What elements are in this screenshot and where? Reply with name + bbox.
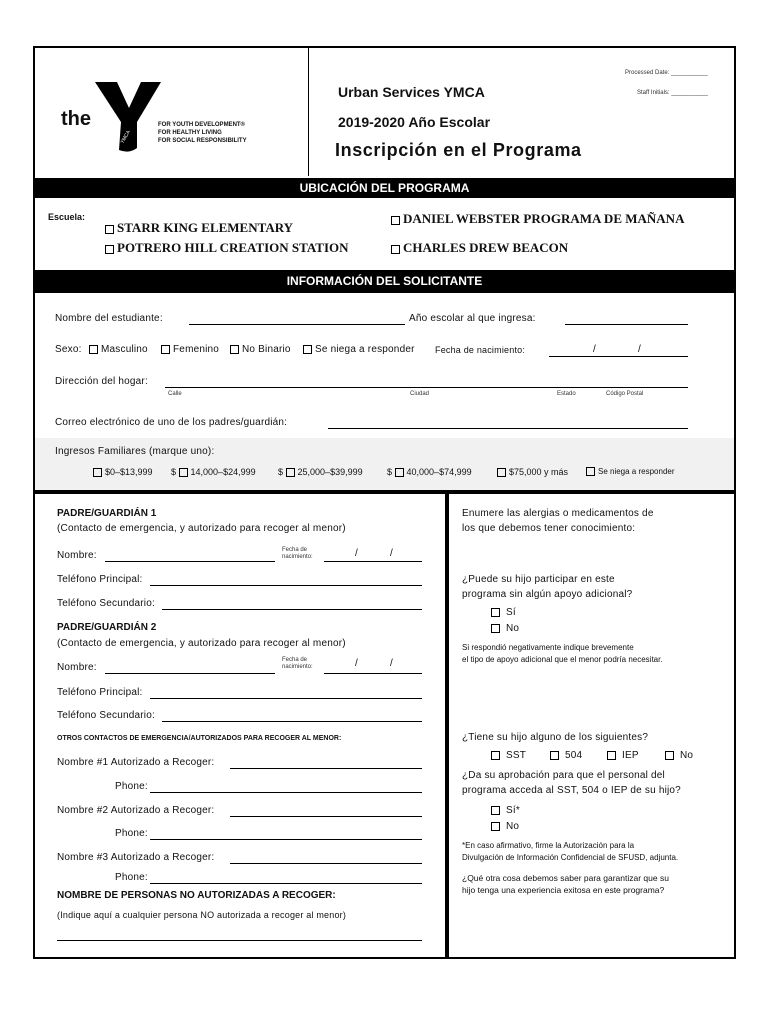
address-sub-state: Estado [557, 391, 576, 397]
guardian1-name-field[interactable] [105, 561, 275, 562]
option-label: No [505, 821, 520, 832]
checkbox[interactable] [391, 216, 400, 225]
student-name-label: Nombre del estudiante: [55, 313, 163, 324]
q-line: ¿Qué otra cosa debemos saber para garantizar que su [462, 873, 669, 883]
column-divider [445, 494, 449, 957]
birth-small: nacimiento: [282, 664, 313, 670]
approval-yes-option[interactable] [491, 805, 520, 816]
guardian2-birth-label [282, 657, 313, 671]
support-no-option[interactable] [491, 623, 519, 634]
income-option-3[interactable] [387, 467, 472, 477]
income-option-label: 14,000–$24,999 [190, 467, 256, 477]
address-sub-city: Ciudad [410, 391, 430, 397]
sex-option-nonbinary[interactable] [230, 344, 291, 355]
guardian1-phone2-label: Teléfono Secundario: [57, 598, 155, 609]
school-option-label: STARR KING ELEMENTARY [117, 220, 294, 235]
has-plan-question: ¿Tiene su hijo alguno de los siguientes? [462, 732, 649, 743]
processed-date: Processed Date: ___________ [625, 70, 708, 76]
sex-option-female[interactable] [161, 344, 219, 355]
sex-option-label: Masculino [101, 344, 148, 355]
income-option-0[interactable] [93, 467, 153, 477]
checkbox[interactable] [105, 245, 114, 254]
guardian1-name-label: Nombre: [57, 550, 97, 561]
pickup3-phone-label: Phone: [115, 872, 148, 883]
option-label: SST [505, 750, 527, 761]
option-label: 504 [564, 750, 583, 761]
option-label: Sí* [505, 805, 520, 816]
income-option-label: $75,000 y más [509, 467, 569, 477]
income-label: Ingresos Familiares (marque uno): [55, 446, 215, 457]
support-note [462, 642, 663, 666]
plan-option-iep[interactable] [607, 750, 639, 761]
escuela-label: Escuela: [48, 212, 86, 222]
checkbox[interactable] [491, 806, 500, 815]
student-name-field[interactable] [189, 324, 405, 325]
approval-no-option[interactable] [491, 821, 519, 832]
pickup2-phone-label: Phone: [115, 828, 148, 839]
section-bar-ubicacion: UBICACIÓN DEL PROGRAMA [35, 178, 734, 198]
income-option-4[interactable] [497, 467, 568, 477]
email-field[interactable] [328, 428, 688, 429]
q-line: programa acceda al SST, 504 o IEP de su hijo? [462, 785, 681, 796]
school-option-starr-king[interactable] [105, 220, 293, 236]
income-option-label: 40,000–$74,999 [406, 467, 472, 477]
pickup3-phone-field[interactable] [150, 883, 422, 884]
pickup3-label: Nombre #3 Autorizado a Recoger: [57, 852, 215, 863]
sex-option-label: Se niega a responder [315, 344, 415, 355]
other-contacts-title: OTROS CONTACTOS DE EMERGENCIA/AUTORIZADOS PARA RECOGER AL MENOR: [57, 735, 342, 742]
section-bar-solicitante: INFORMACIÓN DEL SOLICITANTE [35, 270, 734, 293]
pickup1-field[interactable] [230, 768, 422, 769]
checkbox[interactable] [586, 467, 595, 476]
school-option-charles-drew[interactable] [391, 240, 568, 256]
checkbox[interactable] [550, 751, 559, 760]
school-option-potrero-hill[interactable] [105, 240, 349, 256]
guardian1-birth-label [282, 547, 313, 561]
enrollment-form [33, 46, 736, 959]
sex-option-label: No Binario [242, 344, 291, 355]
form-title: Inscripción en el Programa [335, 140, 582, 160]
birth-small: Fecha de [282, 657, 308, 663]
not-authorized-subtitle: (Indique aquí a cualquier persona NO autorizada a recoger al menor) [57, 910, 347, 920]
email-label: Correo electrónico de uno de los padres/guardián: [55, 417, 288, 428]
note-line: *En caso afirmativo, firme la Autorización para la [462, 841, 635, 850]
staff-initials: Staff Initials: ___________ [637, 90, 708, 96]
income-option-1[interactable] [171, 467, 256, 477]
guardian2-phone2-label: Teléfono Secundario: [57, 710, 155, 721]
address-sub-street: Calle [168, 391, 182, 397]
not-authorized-field[interactable] [57, 940, 422, 941]
lower-divider [35, 490, 734, 494]
pickup2-label: Nombre #2 Autorizado a Recoger: [57, 805, 215, 816]
svg-text:YMCA: YMCA [119, 129, 132, 145]
plan-option-504[interactable] [550, 750, 582, 761]
note-line: el tipo de apoyo adicional que el menor podría necesitar. [462, 655, 663, 664]
guardian2-phone1-label: Teléfono Principal: [57, 687, 143, 698]
dollar-sign: $ [387, 467, 393, 477]
support-question [462, 572, 632, 602]
date-slash: / [593, 344, 596, 355]
sex-option-male[interactable] [89, 344, 148, 355]
q-line: los que debemos tener conocimiento: [462, 523, 636, 534]
guardian2-subtitle: (Contacto de emergencia, y autorizado para recoger al menor) [57, 638, 346, 649]
checkbox[interactable] [161, 345, 170, 354]
ymca-y-icon [93, 78, 163, 156]
birth-small: nacimiento: [282, 554, 313, 560]
guardian1-phone1-field[interactable] [150, 585, 422, 586]
income-option-label: 25,000–$39,999 [297, 467, 363, 477]
date-slash: / [390, 658, 393, 669]
checkbox[interactable] [230, 345, 239, 354]
checkbox[interactable] [303, 345, 312, 354]
checkbox[interactable] [286, 468, 295, 477]
q-line: ¿Puede su hijo participar en este [462, 574, 615, 585]
checkbox[interactable] [179, 468, 188, 477]
logo-tagline [158, 121, 247, 145]
option-label: No [505, 623, 520, 634]
approval-question [462, 768, 681, 798]
plan-option-no[interactable] [665, 750, 693, 761]
pickup1-label: Nombre #1 Autorizado a Recoger: [57, 757, 215, 768]
address-field[interactable] [165, 387, 688, 388]
q-line: programa sin algún apoyo adicional? [462, 589, 633, 600]
pickup1-phone-field[interactable] [150, 792, 422, 793]
pickup2-phone-field[interactable] [150, 839, 422, 840]
option-label: Sí [505, 607, 516, 618]
checkbox[interactable] [491, 608, 500, 617]
date-slash: / [355, 658, 358, 669]
guardian1-phone1-label: Teléfono Principal: [57, 574, 143, 585]
checkbox[interactable] [665, 751, 674, 760]
date-slash: / [390, 548, 393, 559]
guardian1-birth-field[interactable] [324, 561, 422, 562]
guardian2-birth-field[interactable] [324, 673, 422, 674]
logo-line: FOR SOCIAL RESPONSIBILITY [158, 138, 247, 144]
other-info-question [462, 872, 669, 896]
org-name: Urban Services YMCA [338, 84, 485, 100]
note-line: Divulgación de Información Confidencial de SFUSD, adjunta. [462, 853, 679, 862]
address-sub-zip: Código Postal [606, 391, 644, 397]
q-line: Enumere las alergias o medicamentos de [462, 508, 654, 519]
checkbox[interactable] [89, 345, 98, 354]
checkbox[interactable] [607, 751, 616, 760]
pickup3-field[interactable] [230, 863, 422, 864]
school-option-label: CHARLES DREW BEACON [403, 240, 569, 255]
checkbox[interactable] [391, 245, 400, 254]
ymca-logo [55, 78, 295, 158]
support-yes-option[interactable] [491, 607, 516, 618]
guardian1-title: PADRE/GUARDIÁN 1 [57, 508, 157, 519]
guardian2-name-field[interactable] [105, 673, 275, 674]
checkbox[interactable] [105, 225, 114, 234]
guardian1-phone2-field[interactable] [162, 609, 422, 610]
guardian2-phone2-field[interactable] [162, 721, 422, 722]
address-label: Dirección del hogar: [55, 376, 148, 387]
school-year: 2019-2020 Año Escolar [338, 114, 491, 130]
guardian2-phone1-field[interactable] [150, 698, 422, 699]
checkbox[interactable] [491, 822, 500, 831]
sex-option-label: Femenino [173, 344, 220, 355]
birth-small: Fecha de [282, 547, 308, 553]
income-option-5[interactable] [586, 467, 675, 476]
checkbox[interactable] [491, 624, 500, 633]
income-option-2[interactable] [278, 467, 363, 477]
approval-note [462, 840, 678, 864]
grade-field[interactable] [565, 324, 688, 325]
q-line: ¿Da su aprobación para que el personal del [462, 770, 665, 781]
guardian1-subtitle: (Contacto de emergencia, y autorizado para recoger al menor) [57, 523, 346, 534]
option-label: No [679, 750, 694, 761]
pickup2-field[interactable] [230, 816, 422, 817]
date-slash: / [355, 548, 358, 559]
school-option-label: DANIEL WEBSTER PROGRAMA DE MAÑANA [403, 211, 685, 226]
logo-the: the [61, 108, 91, 130]
logo-line: FOR YOUTH DEVELOPMENT® [158, 122, 245, 128]
birthdate-label: Fecha de nacimiento: [435, 345, 526, 355]
income-option-label: $0–$13,999 [105, 467, 153, 477]
q-line: hijo tenga una experiencia exitosa en este programa? [462, 885, 665, 895]
dollar-sign: $ [171, 467, 177, 477]
guardian2-title: PADRE/GUARDIÁN 2 [57, 622, 157, 633]
sex-label: Sexo: [55, 344, 82, 355]
checkbox[interactable] [395, 468, 404, 477]
checkbox[interactable] [497, 468, 506, 477]
school-option-daniel-webster[interactable] [391, 211, 684, 227]
pickup1-phone-label: Phone: [115, 781, 148, 792]
checkbox[interactable] [93, 468, 102, 477]
logo-line: FOR HEALTHY LIVING [158, 130, 222, 136]
sex-option-decline[interactable] [303, 344, 415, 355]
allergies-question [462, 506, 654, 536]
plan-option-sst[interactable] [491, 750, 526, 761]
dollar-sign: $ [278, 467, 284, 477]
option-label: IEP [621, 750, 639, 761]
school-option-label: POTRERO HILL CREATION STATION [117, 240, 349, 255]
checkbox[interactable] [491, 751, 500, 760]
income-option-label: Se niega a responder [598, 467, 675, 476]
birthdate-field[interactable] [549, 356, 688, 357]
header-logo-box [35, 48, 309, 176]
grade-label: Año escolar al que ingresa: [409, 313, 536, 324]
note-line: Si respondió negativamente indique brevemente [462, 643, 634, 652]
date-slash: / [638, 344, 641, 355]
not-authorized-title: NOMBRE DE PERSONAS NO AUTORIZADAS A RECOGER: [57, 890, 336, 901]
guardian2-name-label: Nombre: [57, 662, 97, 673]
